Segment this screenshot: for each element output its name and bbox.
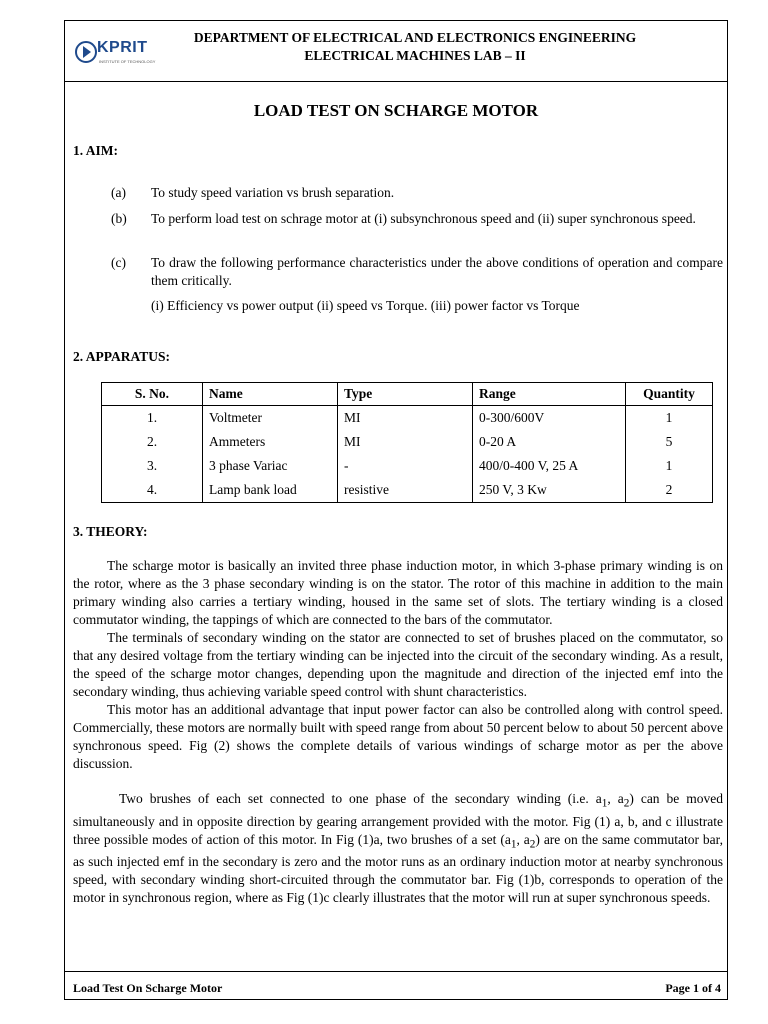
- table-row: [102, 478, 713, 503]
- aim-item-text: To study speed variation vs brush separation.: [151, 185, 395, 200]
- department-name: DEPARTMENT OF ELECTRICAL AND ELECTRONICS ENGINEERING: [193, 30, 637, 45]
- cell-range: 0-20 A: [473, 430, 626, 454]
- logo-text: KPRIT: [97, 39, 148, 56]
- cell-range: 250 V, 3 Kw: [473, 478, 626, 503]
- cell-quantity: 2: [626, 478, 713, 503]
- cell-quantity: 5: [626, 430, 713, 454]
- cell-name: Voltmeter: [203, 406, 338, 431]
- page-footer: [65, 971, 727, 1000]
- col-header: Type: [338, 383, 473, 406]
- cell-type: MI: [338, 406, 473, 431]
- cell-sno: 4.: [102, 478, 203, 503]
- footer-title: Load Test On Scharge Motor: [73, 981, 223, 995]
- col-header: S. No.: [102, 383, 203, 406]
- theory-paragraph: Two brushes of each set connected to one phase of the secondary winding (i.e. $a_1$, $a_2$) can be moved simultaneously and in opposite direction by gearing arrangement provided with the motor. Fig (1) a, b, and c illustrate three possible modes of action of this motor. In Fig (1)a, two brushes of a set ($a_1$, $a_2$) are on the same commutator bar, as such injected emf in the secondary is zero and the motor runs as an ordinary induction motor at nearby synchronous speed, with secondary winding short-circuited through the commutator bar. Fig (1)b, corresponds to operation of the motor in synchronous region, where as Fig (1)c clearly illustrates that the motor will run at super synchronous speeds.: [73, 791, 723, 906]
- table-row: [102, 454, 713, 478]
- col-header: Range: [473, 383, 626, 406]
- cell-name: Ammeters: [203, 430, 338, 454]
- aim-heading: 1. AIM:: [73, 143, 118, 158]
- page-number: Page 1 of 4: [665, 981, 721, 995]
- cell-sno: 1.: [102, 406, 203, 431]
- header-title: [125, 29, 705, 65]
- cell-range: 0-300/600V: [473, 406, 626, 431]
- lab-name: ELECTRICAL MACHINES LAB – II: [304, 48, 526, 63]
- col-header: Quantity: [626, 383, 713, 406]
- logo-emblem-icon: [75, 40, 97, 64]
- col-header: Name: [203, 383, 338, 406]
- table-row: [102, 430, 713, 454]
- theory-body: [73, 557, 723, 907]
- page-frame: [64, 20, 728, 1000]
- apparatus-heading: 2. APPARATUS:: [73, 349, 170, 364]
- cell-type: resistive: [338, 478, 473, 503]
- cell-quantity: 1: [626, 406, 713, 431]
- cell-type: MI: [338, 430, 473, 454]
- table-header-row: [102, 383, 713, 406]
- aim-item-label: (a): [111, 185, 126, 200]
- theory-heading: 3. THEORY:: [73, 524, 148, 539]
- cell-range: 400/0-400 V, 25 A: [473, 454, 626, 478]
- cell-sno: 2.: [102, 430, 203, 454]
- page-title: LOAD TEST ON SCHARGE MOTOR: [253, 101, 539, 120]
- aim-item-label: (c): [111, 255, 126, 270]
- cell-name: Lamp bank load: [203, 478, 338, 503]
- theory-paragraph: This motor has an additional advantage that input power factor can also be controlled along with control speed. Commercially, these motors are normally built with speed range from about 50 percent below to about 50 percent above synchronous speed. Fig (2) shows the complete details of various windings of scharge motor as per the above discussion.: [73, 702, 723, 771]
- cell-type: -: [338, 454, 473, 478]
- table-row: [102, 406, 713, 431]
- page-header: [65, 21, 727, 82]
- cell-sno: 3.: [102, 454, 203, 478]
- aim-characteristics: (i) Efficiency vs power output (ii) speed vs Torque. (iii) power factor vs Torque: [151, 298, 580, 313]
- apparatus-table: [101, 382, 713, 503]
- logo-subtext: INSTITUTE OF TECHNOLOGY: [99, 59, 156, 64]
- theory-paragraph: The scharge motor is basically an invited three phase induction motor, in which 3-phase primary winding is on the rotor, where as the 3 phase secondary winding is on the stator. The rotor of this machine in addition to the main primary winding also carries a tertiary winding, housed in the same set of slots. The tertiary winding is a closed commutator winding, the tappings of which are connected to the bars of the commutator.: [73, 558, 723, 627]
- aim-item-text: To draw the following performance characteristics under the above conditions of operation and compare them critically.: [151, 255, 723, 288]
- aim-item-label: (b): [111, 211, 127, 226]
- cell-quantity: 1: [626, 454, 713, 478]
- aim-item-text: To perform load test on schrage motor at (i) subsynchronous speed and (ii) super synchronous speed.: [151, 211, 696, 226]
- cell-name: 3 phase Variac: [203, 454, 338, 478]
- theory-paragraph: The terminals of secondary winding on the stator are connected to set of brushes placed on the commutator, so that any desired voltage from the tertiary winding can be injected into the circuit of the secondary winding. As a result, the speed of the scharge motor changes, depending upon the magnitude and direction of the injected emf into the secondary winding, thus achieving variable speed control with shunt characteristics.: [73, 630, 723, 699]
